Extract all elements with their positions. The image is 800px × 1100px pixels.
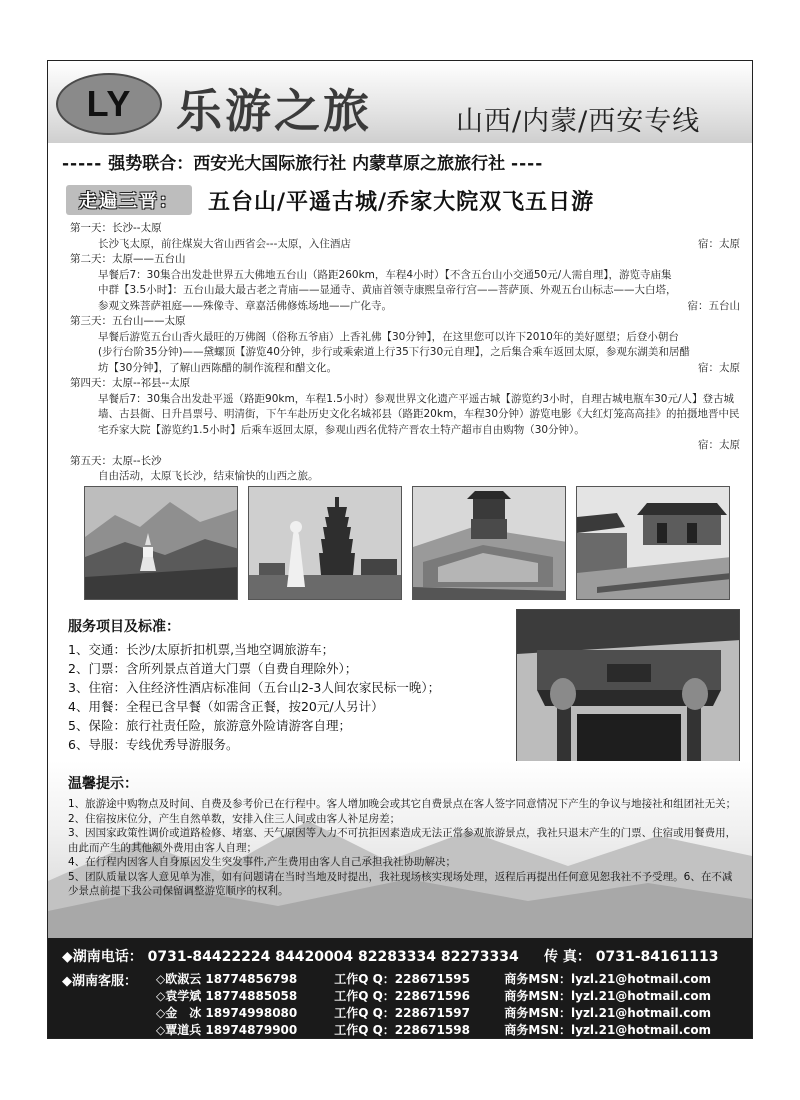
tips-title: 温馨提示： [68, 776, 138, 792]
fax-label: 传 真： [544, 949, 591, 965]
brand-name: 乐游之旅 [176, 84, 372, 138]
contact-msn: 商务MSN：lyzl.21@hotmail.com [504, 989, 712, 1003]
day-description: 自由活动，太原飞长沙，结束愉快的山西之旅。 [98, 470, 319, 482]
day-heading: 第二天：太原——五台山 [70, 253, 186, 265]
day-heading: 第一天：长沙--太原 [70, 222, 162, 234]
service-item: 2、门票：含所列景点首道大门票（自费自理除外）； [68, 661, 358, 676]
tour-title: 五台山/平遥古城/乔家大院双飞五日游 [208, 190, 595, 215]
alliance-line [62, 149, 742, 174]
contact-msn: 商务MSN：lyzl.21@hotmail.com [504, 972, 712, 986]
tip-item: 2、住宿按床位分，产生自然单数，安排入住三人间或由客人补足房差； [68, 812, 401, 825]
flyer [47, 60, 753, 1039]
contact-qq: 工作Q Q：228671598 [334, 1023, 470, 1037]
contact-row [156, 1004, 711, 1021]
route-specialty: 山西/内蒙/西安专线 [456, 106, 701, 137]
service-item: 6、导服：专线优秀导游服务。 [68, 737, 239, 752]
service-item: 1、交通：长沙/太原折扣机票,当地空调旅游车； [68, 642, 335, 657]
day-accommodation: 宿：太原 [698, 439, 740, 451]
day-accommodation: 宿：五台山 [687, 299, 740, 312]
service-item: 3、住宿：入住经济性酒店标准间（五台山2-3人间农家民标一晚）； [68, 680, 441, 695]
qiao-courtyard-photo [576, 486, 730, 600]
alliance-text: 强势联合：西安光大国际旅行社 内蒙草原之旅旅行社 [108, 154, 506, 174]
warm-tips [68, 773, 738, 899]
phone-label: ◆湖南电话： [62, 949, 143, 965]
service-label: ◆湖南客服： [62, 974, 137, 989]
phone-numbers: 0731-84422224 84420004 82283334 82273334 [147, 949, 519, 965]
service-standards [68, 616, 528, 754]
contact-msn: 商务MSN：lyzl.21@hotmail.com [504, 1006, 712, 1020]
service-item: 5、保险：旅行社责任险，旅游意外险请游客自理； [68, 718, 351, 733]
day-heading: 第四天：太原--祁县--太原 [70, 377, 191, 389]
contact-footer [48, 938, 752, 1039]
day-4 [70, 376, 740, 454]
ly-logo [56, 73, 162, 135]
logo-text: LY [86, 83, 132, 124]
contact-qq: 工作Q Q：228671597 [334, 1006, 470, 1020]
fax-number: 0731-84161113 [595, 949, 719, 965]
pagoda-statue-photo [248, 486, 402, 600]
header-banner [48, 61, 752, 143]
tour-title-row [66, 185, 746, 217]
photo-strip [84, 486, 732, 601]
tip-item: 5、团队质量以客人意见单为准，如有问题请在当时当地及时提出，我社现场核实现场处理，返程后再提出任何意见恕我社不予受理。6、在不减少景点前提下我公司保留调整游览顺序的权利。 [68, 870, 733, 897]
tour-tag: 走遍三晋： [66, 185, 192, 215]
contact-row [156, 970, 711, 987]
day-3 [70, 314, 740, 376]
day-1 [70, 221, 740, 252]
alliance-dash-right: ---- [511, 154, 544, 174]
day-description: 长沙飞太原，前往煤炭大省山西省会---太原，入住酒店 [98, 237, 351, 250]
day-description: 早餐后7：30集合出发赴平遥（路距90km，车程1.5小时）参观世界文化遗产平遥古城【游览约3小时，自理古城电瓶车30元/人】登古城墙、古县衙、日升昌票号、明清街，下午车赴历史文化名城祁县（路距20km，车程30分钟）游览电影《大红灯笼高高挂》的拍摄地晋中民宅乔家大院【游览约1.5小时】后乘车返回太原，参观山西名优特产晋农土特产超市自由购物（30分钟）。 [98, 392, 740, 436]
day-description: 早餐后游览五台山香火最旺的万佛阁（俗称五爷庙）上香礼佛【30分钟】，在这里您可以许下2010年的美好愿望；后登小朝台(步行台阶35分钟)——黛螺顶【游览40分钟，步行或乘索道上行35下行30元自理】，之后集合乘车返回太原，参观东湖美和居醋坊【30分钟】，了解山西陈醋的制作流程和醋文化。 [98, 330, 690, 374]
day-heading: 第五天：太原--长沙 [70, 454, 162, 467]
pingyao-city-photo [412, 486, 566, 600]
tip-item: 3、因国家政策性调价或道路检修、堵塞、天气原因等人力不可抗拒因素造成无法正常参观旅游景点，我社只退末产生的门票、住宿或用餐费用，由此而产生的其他额外费用由客人自理； [68, 827, 737, 854]
courtyard-gate-photo [516, 609, 740, 763]
contact-name-phone: ◇覃道兵 18974879900 [156, 1023, 298, 1037]
services-title: 服务项目及标准： [68, 619, 180, 635]
contact-row [156, 1021, 711, 1038]
contact-name-phone: ◇袁学斌 18774885058 [156, 989, 298, 1003]
wutai-mountain-photo [84, 486, 238, 600]
day-heading: 第三天：五台山——太原 [70, 315, 186, 327]
service-item: 4、用餐：全程已含早餐（如需含正餐，按20元/人另计） [68, 699, 384, 714]
contact-name-phone: ◇金 冰 18974998080 [156, 1006, 298, 1020]
fax-row [544, 946, 718, 966]
contact-msn: 商务MSN：lyzl.21@hotmail.com [504, 1023, 712, 1037]
day-2 [70, 252, 740, 314]
day-description: 早餐后7：30集合出发赴世界五大佛地五台山（路距260km，车程4小时）【不含五台山小交通50元/人需自理】，游览寺庙集中群【3.5小时】：五台山最大最古老之青庙——显通寺、黄庙首领寺康熙皇帝行宫——菩萨顶、外观五台山标志——大白塔，参观文殊菩萨祖庭——殊像寺、章嘉活佛修炼场地——广化寺。 [98, 268, 677, 312]
contact-qq: 工作Q Q：228671595 [334, 972, 470, 986]
tip-item: 1、旅游途中购物点及时间、自费及参考价已在行程中。客人增加晚会或其它自费景点在客人签字同意情况下产生的争议与地接社和组团社无关； [68, 798, 737, 810]
day-accommodation: 宿：太原 [698, 237, 740, 250]
day-5 [70, 454, 740, 485]
tip-item: 4、在行程内因客人自身原因发生突发事件,产生费用由客人自己承担我社协助解决； [68, 856, 457, 868]
contact-qq: 工作Q Q：228671596 [334, 989, 470, 1003]
alliance-dash-left: ----- [62, 154, 103, 174]
contact-row [156, 987, 711, 1004]
day-accommodation: 宿：太原 [698, 361, 740, 374]
itinerary [70, 221, 740, 485]
phone-row [62, 946, 519, 966]
contact-name-phone: ◇欧淑云 18774856798 [156, 972, 298, 986]
